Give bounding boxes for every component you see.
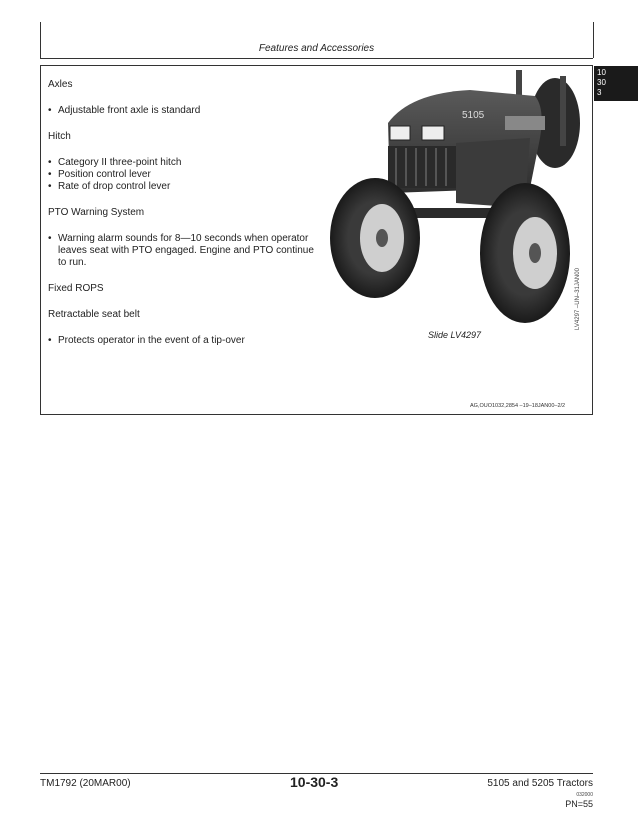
list-item: • Warning alarm sounds for 8—10 seconds when operator leaves seat with PTO engaged. Engine and PTO continue to run. <box>48 233 318 269</box>
list-item: • Adjustable front axle is standard <box>48 105 318 117</box>
page-number: 10-30-3 <box>290 774 339 790</box>
pn-number: PN=55 <box>565 799 593 809</box>
photo-side-caption: LV4297 –UN–31JAN00 <box>575 268 581 330</box>
reference-code: AG,OUO1032,2854 –19–18JAN00–2/2 <box>470 403 566 409</box>
slide-caption: Slide LV4297 <box>428 330 482 340</box>
headlight-left <box>390 126 410 140</box>
hitch-heading: Hitch <box>48 131 71 142</box>
tractor-badge: 5105 <box>462 110 485 121</box>
left-hub <box>376 229 388 247</box>
right-hub <box>529 243 541 263</box>
rops-bar <box>560 76 566 146</box>
tab-line-2: 30 <box>597 78 606 87</box>
tractor-photo <box>330 68 580 328</box>
list-item: • Rate of drop control lever <box>48 181 318 193</box>
pto-list <box>48 233 318 269</box>
feature-text-column <box>48 79 318 361</box>
tab-line-3: 3 <box>597 88 602 97</box>
axles-list <box>48 105 318 117</box>
seatbelt-list <box>48 335 318 347</box>
list-item: • Position control lever <box>48 169 318 181</box>
pto-heading: PTO Warning System <box>48 207 145 218</box>
list-item: • Protects operator in the event of a tip-over <box>48 335 318 347</box>
tab-line-1: 10 <box>597 68 606 77</box>
headlight-right <box>422 126 444 140</box>
page-header-title: Features and Accessories <box>258 43 375 54</box>
seatbelt-heading: Retractable seat belt <box>48 309 140 320</box>
model-name: 5105 and 5205 Tractors <box>487 778 593 789</box>
axles-heading: Axles <box>48 79 73 90</box>
rops-heading: Fixed ROPS <box>48 283 104 294</box>
list-item: • Category II three-point hitch <box>48 157 318 169</box>
footer-code: 032000 <box>576 792 593 798</box>
header-divider <box>40 58 593 59</box>
hitch-list <box>48 157 318 193</box>
section-tab <box>594 66 638 101</box>
header-rule-right <box>593 22 594 58</box>
hood-stripe <box>505 116 545 130</box>
manual-id: TM1792 (20MAR00) <box>40 778 131 789</box>
